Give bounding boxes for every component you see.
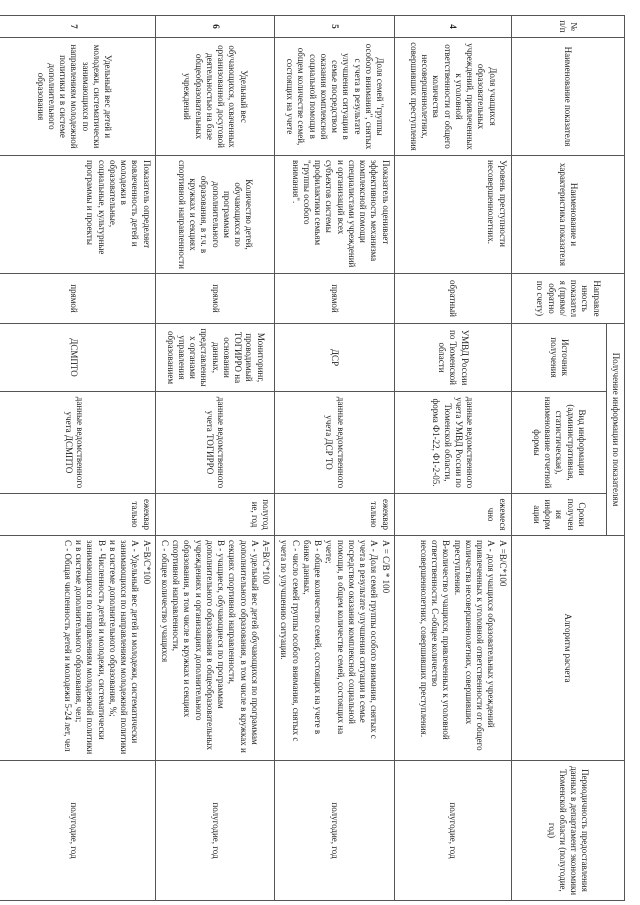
- header-algorithm: Алгоритм расчета: [511, 536, 624, 761]
- header-group: Получение информации по показателям: [606, 324, 624, 536]
- row-num: 5: [275, 16, 395, 38]
- algo-line: А - удельный вес детей обучающихся по программам дополнительного образования, в том числе в кружках и секциях спортивной направленности,: [227, 540, 260, 753]
- calc-algorithm: [155, 536, 275, 761]
- indicator-name: Доля семей "группы особого внимания", снятых с учета в результате улучшения ситуации в семье посредством оказания комплексной социальной помощи в общем количестве семей, состоящих на учете: [275, 38, 395, 156]
- calc-algorithm: [394, 536, 511, 761]
- report-period: полугодие, год: [155, 761, 275, 901]
- algo-line: А =В/С*100: [497, 540, 508, 587]
- header-num: № п/п: [511, 16, 624, 38]
- rotated-page: [5, 15, 625, 900]
- info-kind: данные ведомственного учета ДСМПТО: [0, 392, 155, 494]
- indicator-direction: прямой: [275, 274, 395, 324]
- info-source: Мониторинг, проводимый ТОГИРРО на основании данных, представленных органами управления образованием: [155, 324, 275, 392]
- indicators-table: [0, 15, 625, 901]
- indicator-name: Доля учащихся образовательных учреждений, привлеченных к уголовной ответственности от общего количества несовершеннолетних, совершивших преступления: [394, 38, 511, 156]
- algo-line: В - учащиеся, обучающиеся по программам дополнительного образования в общеобразовательных учреждениях и организациях дополнительного образования, в том числе в кружках и секциях спортивной направленности,: [171, 540, 227, 751]
- info-source: ДСМПТО: [0, 324, 155, 392]
- info-term: ежеквартально: [275, 494, 395, 536]
- info-kind: данные ведомственного учета ТОГИРРО: [155, 392, 275, 494]
- algo-line: В-количество учащихся, привлеченных к уголовной ответственности. С-общее количество несовершеннолетних, совершивших преступления.: [419, 540, 452, 740]
- info-term: ежеквартально: [0, 494, 155, 536]
- info-kind: данные ведомственного учета УМВД России по Тюменской области, форма Ф1-22, Ф1-2-05.: [394, 392, 511, 494]
- indicator-direction: обратный: [394, 274, 511, 324]
- header-direction: Направленность показателя (прямо/обратно по счету): [511, 274, 624, 324]
- algo-line: С - число семей группы особого внимания, снятых с учета по улучшению ситуации.: [279, 540, 301, 742]
- info-kind: данные ведомственного учета ДСР ТО: [275, 392, 395, 494]
- indicator-direction: прямой: [0, 274, 155, 324]
- indicator-characteristic: Уровень преступности несовершеннолетних.: [394, 156, 511, 274]
- report-period: полугодие, год: [275, 761, 395, 901]
- header-period: Периодичность предоставления данных в департамент экономики Тюменской области (полугодие, год): [511, 761, 624, 901]
- calc-algorithm: [275, 536, 395, 761]
- header-name: Наименование показателя: [511, 38, 624, 156]
- indicator-name: Удельный вес детей и молодежи, систематически занимающихся по направлениям молодежной политики и в системе дополнительного образования: [0, 38, 155, 156]
- header-kind: Вид информации (административная, статистическая), наименование отчетной формы: [511, 392, 606, 494]
- algo-line: А - доля учащихся образовательных учреждений привлеченных к уголовной ответственности от общего количества несовершеннолетних, совершивших преступления.: [452, 540, 497, 751]
- algo-line: А - Удельный вес детей и молодежи, систематически занимающихся по направлениям молодежной политики и в системе дополнительного образования, %;: [108, 540, 141, 755]
- info-source: УМВД России по Тюменской области: [394, 324, 511, 392]
- row-num: 4: [394, 16, 511, 38]
- info-term: ежемесячно: [394, 494, 511, 536]
- indicator-name: Удельный вес обучающихся, охваченных организованной досуговой деятельностью на базе общеобразовательных учреждений: [155, 38, 275, 156]
- algo-line: А=В/С*100: [261, 540, 272, 585]
- algo-line: А=В/С*100: [141, 540, 152, 585]
- indicator-characteristic: Количество детей, обучающихся по программам дополнительного образования, в т.ч. в кружках и секциях спортивной направленности: [155, 156, 275, 274]
- table-row: [0, 16, 155, 901]
- row-num: 6: [155, 16, 275, 38]
- algo-line: А = С/В * 100: [380, 540, 391, 594]
- report-period: полугодие, год: [0, 761, 155, 901]
- report-period: полугодие, год: [394, 761, 511, 901]
- algo-line: С - Общая численность детей и молодежи 5-24 лет, чел: [63, 540, 73, 752]
- indicator-direction: прямой: [155, 274, 275, 324]
- info-term: полугодие, год: [155, 494, 275, 536]
- algo-line: В - Численность детей и молодежи, систематически занимающихся по направлениям молодежной политики и в системе дополнительного образования, чел;: [74, 540, 107, 755]
- table-row: [394, 16, 511, 901]
- indicator-characteristic: Показатель определяет вовлеченность детей и молодежи в образовательные, социальные, культурные программы и проекты: [0, 156, 155, 274]
- indicator-characteristic: Показатель оценивает эффективность механизма комплексной помощи специалистами учреждений и организаций всех субъектов системы профилактики семьям "группы особого внимания".: [275, 156, 395, 274]
- row-num: 7: [0, 16, 155, 38]
- algo-line: А - Доля семей группы особого внимания, снятых с учета в результате улучшения ситуации в семье посредством оказания комплексной социальной помощи, в общем количестве семей, состоящих на учете;: [324, 540, 380, 739]
- table-row: [155, 16, 275, 901]
- calc-algorithm: [0, 536, 155, 761]
- algo-line: В - общее количество семей, состоящих на учете в банке данных,: [302, 540, 324, 735]
- header-source: Источник получения: [511, 324, 606, 392]
- header-char: Наименование и характеристика показателя: [511, 156, 624, 274]
- header-term: Сроки получения информации: [511, 494, 606, 536]
- algo-line: С - общее количество учащихся: [160, 540, 170, 663]
- info-source: ДСР: [275, 324, 395, 392]
- table-row: [275, 16, 395, 901]
